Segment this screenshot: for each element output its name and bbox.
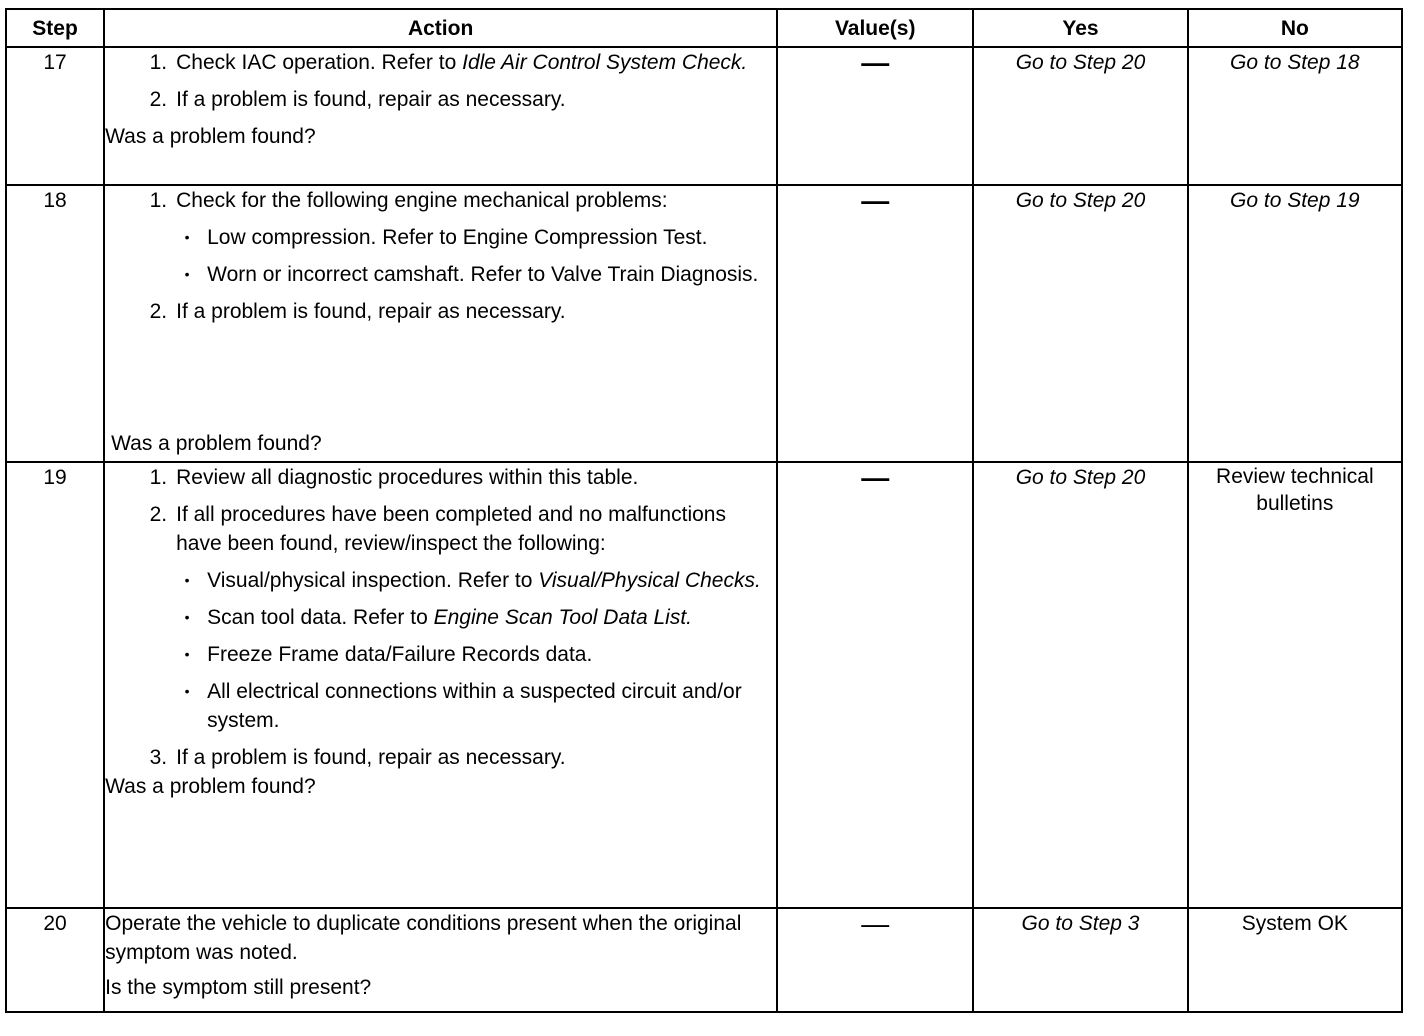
item-text: If all procedures have been completed and no malfunctions have been found, review/inspect the following: <box>176 503 726 555</box>
value-cell: — <box>777 462 973 908</box>
action-cell <box>104 908 777 1012</box>
action-item <box>105 743 776 772</box>
action-cell <box>104 47 777 185</box>
step-number: 19 <box>6 462 104 908</box>
item-number: 1. <box>149 189 168 212</box>
action-item <box>105 297 776 326</box>
header-row <box>6 9 1402 47</box>
header-values: Value(s) <box>777 9 973 47</box>
diagnostic-table <box>5 8 1403 1013</box>
header-no: No <box>1188 9 1402 47</box>
item-text: Review all diagnostic procedures within this table. <box>176 466 639 489</box>
bullet-icon: • <box>184 646 190 662</box>
item-text: Check IAC operation. Refer to <box>176 51 463 74</box>
yes-result: Go to Step 20 <box>973 462 1187 908</box>
no-result: Go to Step 18 <box>1188 47 1402 185</box>
action-item <box>105 186 776 215</box>
bullet-reference: Engine Scan Tool Data List. <box>433 606 692 629</box>
no-result: Go to Step 19 <box>1188 185 1402 462</box>
step-number: 17 <box>6 47 104 185</box>
value-cell: — <box>777 47 973 185</box>
yes-result: Go to Step 3 <box>973 908 1187 1012</box>
bullet-item <box>167 677 776 735</box>
table-row <box>6 908 1402 1012</box>
item-number: 2. <box>149 88 168 111</box>
bullet-item <box>167 566 776 595</box>
item-number: 2. <box>149 503 168 526</box>
yes-result: Go to Step 20 <box>973 185 1187 462</box>
bullet-text: All electrical connections within a suspected circuit and/or system. <box>207 680 742 732</box>
table-row <box>6 462 1402 908</box>
item-text: If a problem is found, repair as necessary. <box>176 300 566 323</box>
step-number: 20 <box>6 908 104 1012</box>
item-number: 2. <box>149 300 168 323</box>
table-row <box>6 47 1402 185</box>
action-cell <box>104 462 777 908</box>
table-row <box>6 185 1402 462</box>
item-text: Check for the following engine mechanical problems: <box>176 189 668 212</box>
bullet-text: Worn or incorrect camshaft. Refer to Valve Train Diagnosis. <box>207 263 759 286</box>
action-item <box>105 48 776 77</box>
item-number: 3. <box>149 746 168 769</box>
item-reference: Idle Air Control System Check. <box>462 51 748 74</box>
item-text: If a problem is found, repair as necessary. <box>176 746 566 769</box>
question-text: Was a problem found? <box>105 125 316 148</box>
bullet-icon: • <box>184 683 190 699</box>
no-result: System OK <box>1188 908 1402 1012</box>
item-number: 1. <box>149 466 168 489</box>
action-cell <box>104 185 777 462</box>
action-item <box>105 463 776 492</box>
bullet-icon: • <box>184 266 190 282</box>
bullet-icon: • <box>184 229 190 245</box>
action-text: Operate the vehicle to duplicate conditions present when the original symptom was noted. <box>105 912 742 964</box>
question-text: Is the symptom still present? <box>105 976 372 999</box>
header-yes: Yes <box>973 9 1187 47</box>
value-cell: — <box>777 908 973 1012</box>
bullet-icon: • <box>184 609 190 625</box>
bullet-text: Scan tool data. Refer to <box>207 606 434 629</box>
step-number: 18 <box>6 185 104 462</box>
bullet-item <box>167 223 776 252</box>
header-action: Action <box>104 9 777 47</box>
bullet-icon: • <box>184 572 190 588</box>
bullet-text: Low compression. Refer to Engine Compression Test. <box>207 226 708 249</box>
bullet-text: Freeze Frame data/Failure Records data. <box>207 643 593 666</box>
question-text: Was a problem found? <box>105 775 316 798</box>
value-cell: — <box>777 185 973 462</box>
bullet-item <box>167 640 776 669</box>
bullet-text: Visual/physical inspection. Refer to <box>207 569 539 592</box>
no-result: Review technical bulletins <box>1188 462 1402 908</box>
item-number: 1. <box>149 51 168 74</box>
header-step: Step <box>6 9 104 47</box>
bullet-item <box>167 260 776 289</box>
action-item <box>105 500 776 558</box>
bullet-reference: Visual/Physical Checks. <box>538 569 761 592</box>
bullet-item <box>167 603 776 632</box>
question-text: Was a problem found? <box>111 432 322 455</box>
item-text: If a problem is found, repair as necessary. <box>176 88 566 111</box>
action-item <box>105 85 776 114</box>
yes-result: Go to Step 20 <box>973 47 1187 185</box>
